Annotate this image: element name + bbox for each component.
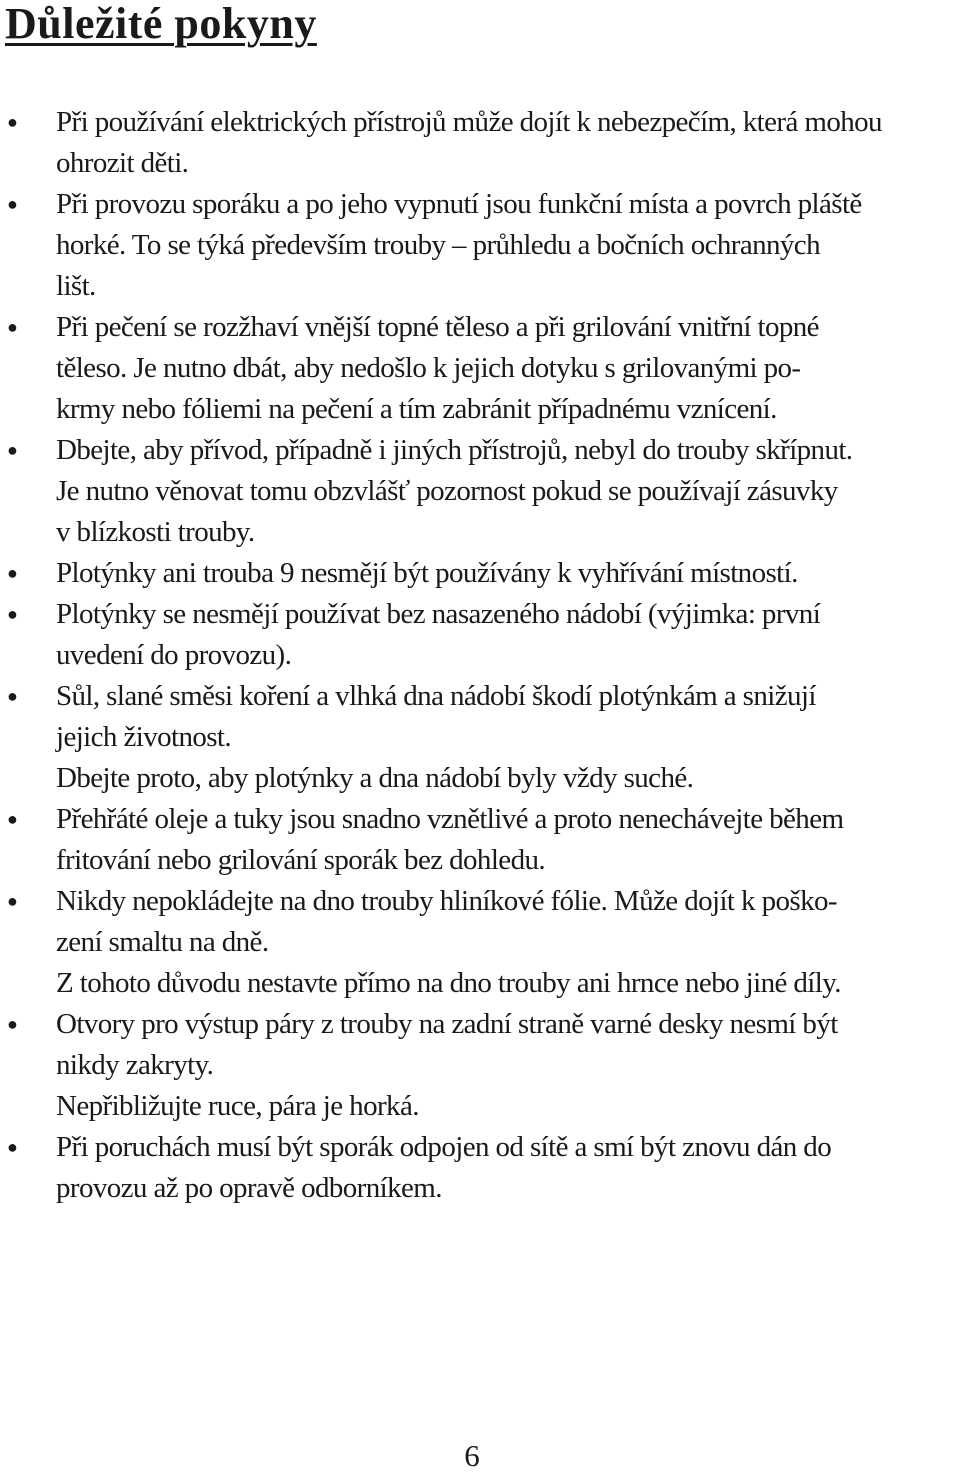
text-line: Při používání elektrických přístrojů může dojít k nebezpečím, která mohou xyxy=(56,106,882,138)
text-line: Z tohoto důvodu nestavte přímo na dno trouby ani hrnce nebo jiné díly. xyxy=(56,967,841,999)
bullet-icon: ● xyxy=(7,194,18,214)
text-line: Sůl, slané směsi koření a vlhká dna nádobí škodí plotýnkám a snižují xyxy=(56,680,816,712)
list-item-text xyxy=(56,799,960,881)
list-item-text xyxy=(56,430,960,553)
text-line: lišt. xyxy=(56,270,96,302)
text-line: Dbejte, aby přívod, případně i jiných přístrojů, nebyl do trouby skřípnut. xyxy=(56,434,853,466)
list-item-text xyxy=(56,102,960,184)
bullet-icon: ● xyxy=(7,317,18,337)
text-line: Přehřáté oleje a tuky jsou snadno vznětlivé a proto nenechávejte během xyxy=(56,803,844,835)
text-line: Při poruchách musí být sporák odpojen od sítě a smí být znovu dán do xyxy=(56,1131,832,1163)
text-line: jejich životnost. xyxy=(56,721,232,753)
text-line: Nepřibližujte ruce, pára je horká. xyxy=(56,1090,419,1122)
text-line: horké. To se týká především trouby – průhledu a bočních ochranných xyxy=(56,229,820,261)
list-item-text xyxy=(56,1127,960,1209)
bullet-icon: ● xyxy=(7,440,18,460)
text-line: Dbejte proto, aby plotýnky a dna nádobí byly vždy suché. xyxy=(56,762,694,794)
bullet-icon: ● xyxy=(7,891,18,911)
bullet-icon: ● xyxy=(7,604,18,624)
list-item-text xyxy=(56,881,960,1004)
text-line: krmy nebo fóliemi na pečení a tím zabránit případnému vznícení. xyxy=(56,393,777,425)
list-item-text xyxy=(56,307,960,430)
page-title: Důležité pokyny xyxy=(5,0,317,48)
text-line: uvedení do provozu). xyxy=(56,639,292,671)
text-line: Je nutno věnovat tomu obzvlášť pozornost pokud se používají zásuvky xyxy=(56,475,838,507)
bullet-icon: ● xyxy=(7,563,18,583)
text-line: zení smaltu na dně. xyxy=(56,926,269,958)
text-line: nikdy zakryty. xyxy=(56,1049,214,1081)
text-line: provozu až po opravě odborníkem. xyxy=(56,1172,442,1204)
list-item-text xyxy=(56,553,960,594)
text-line: Otvory pro výstup páry z trouby na zadní straně varné desky nesmí být xyxy=(56,1008,838,1040)
page-number: 6 xyxy=(464,1438,480,1473)
text-line: Plotýnky ani trouba 9 nesmějí být používány k vyhřívání místností. xyxy=(56,557,798,589)
text-line: Plotýnky se nesmějí používat bez nasazeného nádobí (výjimka: první xyxy=(56,598,821,630)
bullet-icon: ● xyxy=(7,1014,18,1034)
list-item-text xyxy=(56,1004,960,1127)
text-line: ohrozit děti. xyxy=(56,147,189,179)
text-line: těleso. Je nutno dbát, aby nedošlo k jejich dotyku s grilovanými po- xyxy=(56,352,801,384)
list-item-text xyxy=(56,676,960,799)
text-line: Nikdy nepokládejte na dno trouby hliníkové fólie. Může dojít k poško- xyxy=(56,885,837,917)
bullet-icon: ● xyxy=(7,809,18,829)
bullet-icon: ● xyxy=(7,112,18,132)
bullet-icon: ● xyxy=(7,1137,18,1157)
text-line: Při provozu sporáku a po jeho vypnutí jsou funkční místa a povrch pláště xyxy=(56,188,862,220)
text-line: v blízkosti trouby. xyxy=(56,516,255,548)
list-item-text xyxy=(56,594,960,676)
list-item-text xyxy=(56,184,960,307)
text-line: fritování nebo grilování sporák bez dohledu. xyxy=(56,844,546,876)
text-line: Při pečení se rozžhaví vnější topné těleso a při grilování vnitřní topné xyxy=(56,311,819,343)
bullet-icon: ● xyxy=(7,686,18,706)
